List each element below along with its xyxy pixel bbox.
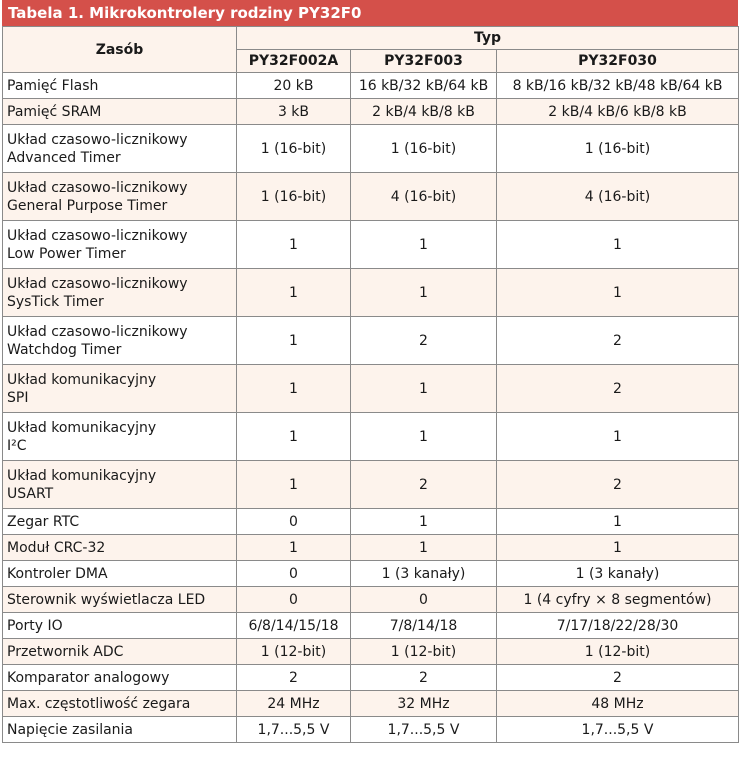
table-row bbox=[3, 269, 739, 317]
table-cell: 1 bbox=[497, 509, 739, 535]
table-cell: 2 bbox=[497, 317, 739, 365]
row-label-line: Układ komunikacyjny bbox=[7, 371, 157, 388]
table-body bbox=[3, 73, 739, 743]
table-cell: 32 MHz bbox=[351, 691, 497, 717]
row-label-line: General Purpose Timer bbox=[7, 197, 168, 214]
table-cell: 1 bbox=[237, 365, 351, 413]
table-container bbox=[2, 0, 738, 743]
table-row bbox=[3, 717, 739, 743]
header-model: PY32F003 bbox=[351, 50, 497, 73]
table-cell: 48 MHz bbox=[497, 691, 739, 717]
table-cell: 1 (3 kanały) bbox=[497, 561, 739, 587]
table-row bbox=[3, 587, 739, 613]
table-cell: 1 bbox=[351, 509, 497, 535]
table-cell: 4 (16-bit) bbox=[351, 173, 497, 221]
table-cell: 0 bbox=[351, 587, 497, 613]
table-cell: 1 (12-bit) bbox=[237, 639, 351, 665]
row-label bbox=[3, 73, 237, 99]
table-cell: 1 bbox=[497, 413, 739, 461]
table-row bbox=[3, 99, 739, 125]
row-label-line: Kontroler DMA bbox=[7, 565, 108, 582]
table-row bbox=[3, 535, 739, 561]
table-cell: 1 (16-bit) bbox=[237, 173, 351, 221]
row-label-line: Sterownik wyświetlacza LED bbox=[7, 591, 206, 608]
table-cell: 1 (16-bit) bbox=[237, 125, 351, 173]
row-label-line: Układ czasowo-licznikowy bbox=[7, 227, 188, 244]
data-table bbox=[2, 26, 739, 743]
table-cell: 1 bbox=[351, 221, 497, 269]
row-label-line: Zegar RTC bbox=[7, 513, 80, 530]
row-label bbox=[3, 561, 237, 587]
table-cell: 2 bbox=[497, 665, 739, 691]
table-cell: 1,7...5,5 V bbox=[351, 717, 497, 743]
table-row bbox=[3, 73, 739, 99]
table-row bbox=[3, 125, 739, 173]
table-cell: 1 bbox=[237, 535, 351, 561]
row-label-line: SPI bbox=[7, 389, 29, 406]
table-cell: 4 (16-bit) bbox=[497, 173, 739, 221]
row-label bbox=[3, 99, 237, 125]
row-label-line: I²C bbox=[7, 437, 27, 454]
row-label bbox=[3, 413, 237, 461]
row-label-line: Low Power Timer bbox=[7, 245, 126, 262]
row-label-line: Advanced Timer bbox=[7, 149, 121, 166]
table-row bbox=[3, 613, 739, 639]
table-row bbox=[3, 691, 739, 717]
row-label-line: Pamięć Flash bbox=[7, 77, 99, 94]
table-cell: 7/17/18/22/28/30 bbox=[497, 613, 739, 639]
table-row bbox=[3, 173, 739, 221]
table-cell: 1 bbox=[237, 221, 351, 269]
table-cell: 2 kB/4 kB/8 kB bbox=[351, 99, 497, 125]
table-cell: 1 bbox=[497, 269, 739, 317]
table-cell: 3 kB bbox=[237, 99, 351, 125]
table-cell: 1 bbox=[351, 269, 497, 317]
row-label-line: Przetwornik ADC bbox=[7, 643, 124, 660]
table-cell: 1 (3 kanały) bbox=[351, 561, 497, 587]
table-cell: 2 bbox=[351, 665, 497, 691]
row-label-line: Porty IO bbox=[7, 617, 63, 634]
table-cell: 8 kB/16 kB/32 kB/48 kB/64 kB bbox=[497, 73, 739, 99]
table-cell: 0 bbox=[237, 587, 351, 613]
table-cell: 1 (16-bit) bbox=[351, 125, 497, 173]
table-cell: 1 bbox=[237, 461, 351, 509]
table-title: Tabela 1. Mikrokontrolery rodziny PY32F0 bbox=[2, 0, 738, 26]
row-label bbox=[3, 691, 237, 717]
table-cell: 2 bbox=[497, 365, 739, 413]
table-cell: 1,7...5,5 V bbox=[497, 717, 739, 743]
row-label-line: Komparator analogowy bbox=[7, 669, 170, 686]
row-label bbox=[3, 717, 237, 743]
row-label-line: Moduł CRC-32 bbox=[7, 539, 106, 556]
table-cell: 0 bbox=[237, 561, 351, 587]
table-row bbox=[3, 317, 739, 365]
row-label-line: Układ czasowo-licznikowy bbox=[7, 323, 188, 340]
row-label-line: SysTick Timer bbox=[7, 293, 104, 310]
table-row bbox=[3, 413, 739, 461]
table-cell: 16 kB/32 kB/64 kB bbox=[351, 73, 497, 99]
row-label-line: Max. częstotliwość zegara bbox=[7, 695, 191, 712]
table-cell: 1 (12-bit) bbox=[351, 639, 497, 665]
row-label-line: Pamięć SRAM bbox=[7, 103, 102, 120]
row-label bbox=[3, 269, 237, 317]
table-cell: 2 bbox=[351, 461, 497, 509]
table-cell: 1 bbox=[351, 535, 497, 561]
row-label bbox=[3, 613, 237, 639]
row-label bbox=[3, 173, 237, 221]
table-row bbox=[3, 509, 739, 535]
table-cell: 7/8/14/18 bbox=[351, 613, 497, 639]
table-cell: 1 (16-bit) bbox=[497, 125, 739, 173]
table-row bbox=[3, 561, 739, 587]
table-cell: 1 (4 cyfry × 8 segmentów) bbox=[497, 587, 739, 613]
table-cell: 1 bbox=[237, 269, 351, 317]
row-label-line: Watchdog Timer bbox=[7, 341, 122, 358]
header-resource: Zasób bbox=[3, 27, 237, 73]
row-label-line: Układ komunikacyjny bbox=[7, 419, 157, 436]
row-label bbox=[3, 461, 237, 509]
row-label bbox=[3, 665, 237, 691]
table-row bbox=[3, 461, 739, 509]
row-label-line: USART bbox=[7, 485, 54, 502]
table-cell: 0 bbox=[237, 509, 351, 535]
header-type: Typ bbox=[237, 27, 739, 50]
row-label bbox=[3, 509, 237, 535]
header-model: PY32F002A bbox=[237, 50, 351, 73]
row-label bbox=[3, 587, 237, 613]
row-label-line: Układ czasowo-licznikowy bbox=[7, 179, 188, 196]
table-cell: 6/8/14/15/18 bbox=[237, 613, 351, 639]
row-label-line: Napięcie zasilania bbox=[7, 721, 134, 738]
row-label bbox=[3, 365, 237, 413]
table-cell: 1 bbox=[497, 221, 739, 269]
row-label-line: Układ czasowo-licznikowy bbox=[7, 131, 188, 148]
row-label bbox=[3, 317, 237, 365]
row-label bbox=[3, 125, 237, 173]
table-cell: 24 MHz bbox=[237, 691, 351, 717]
row-label bbox=[3, 535, 237, 561]
table-cell: 1 bbox=[351, 365, 497, 413]
table-cell: 2 bbox=[497, 461, 739, 509]
table-cell: 1,7...5,5 V bbox=[237, 717, 351, 743]
table-row bbox=[3, 639, 739, 665]
table-cell: 1 bbox=[497, 535, 739, 561]
table-cell: 1 bbox=[237, 317, 351, 365]
table-row bbox=[3, 365, 739, 413]
table-row bbox=[3, 221, 739, 269]
table-cell: 2 kB/4 kB/6 kB/8 kB bbox=[497, 99, 739, 125]
table-cell: 1 bbox=[237, 413, 351, 461]
table-cell: 1 (12-bit) bbox=[497, 639, 739, 665]
table-row bbox=[3, 665, 739, 691]
row-label-line: Układ komunikacyjny bbox=[7, 467, 157, 484]
row-label bbox=[3, 639, 237, 665]
table-cell: 1 bbox=[351, 413, 497, 461]
table-cell: 2 bbox=[351, 317, 497, 365]
header-model: PY32F030 bbox=[497, 50, 739, 73]
table-cell: 20 kB bbox=[237, 73, 351, 99]
table-cell: 2 bbox=[237, 665, 351, 691]
row-label bbox=[3, 221, 237, 269]
row-label-line: Układ czasowo-licznikowy bbox=[7, 275, 188, 292]
